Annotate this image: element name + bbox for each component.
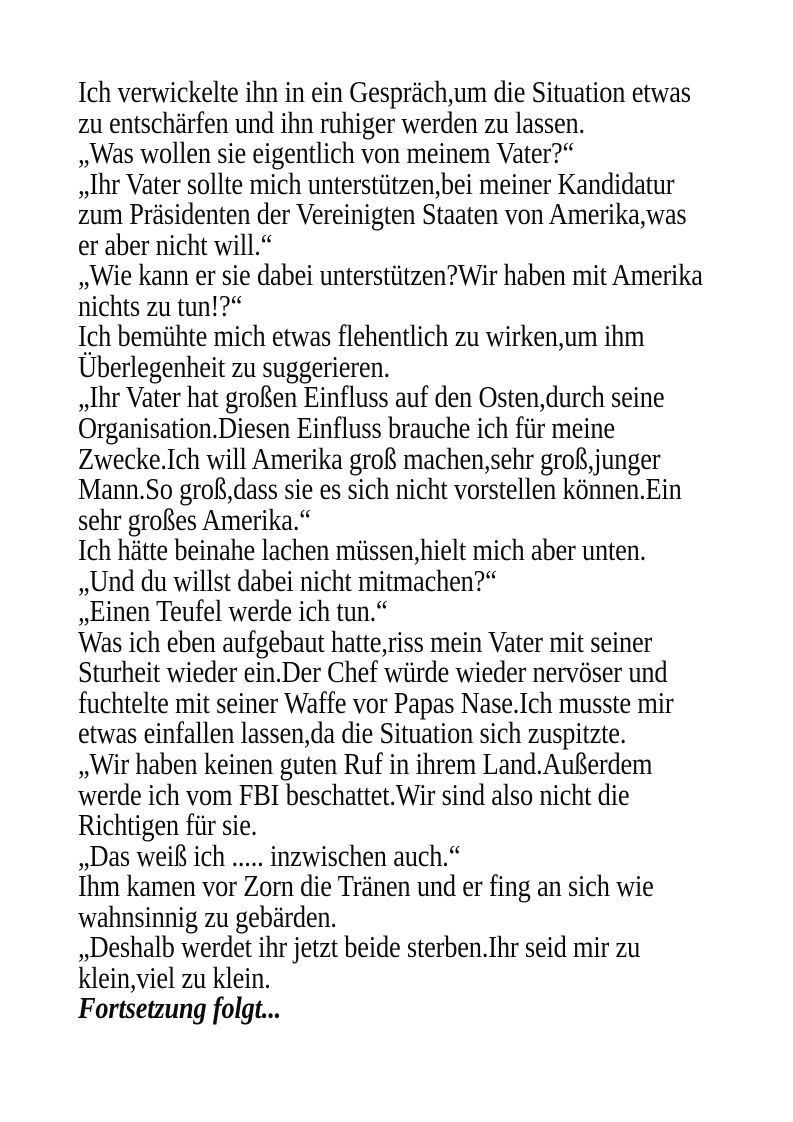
text-line: „Ihr Vater hat großen Einfluss auf den Osten,durch seine: [78, 379, 665, 415]
text-line: er aber nicht will.“: [78, 226, 273, 262]
text-line: sehr großes Amerika.“: [78, 501, 311, 537]
text-line: „Wir haben keinen guten Ruf in ihrem Land.Außerdem: [78, 746, 653, 782]
text-line: Ich hätte beinahe lachen müssen,hielt mich aber unten.: [78, 532, 647, 568]
text-line: Sturheit wieder ein.Der Chef würde wieder nervöser und: [78, 654, 668, 690]
text-line: „Wie kann er sie dabei unterstützen?Wir haben mit Amerika: [78, 257, 703, 293]
text-line: zum Präsidenten der Vereinigten Staaten von Amerika,was: [78, 196, 687, 232]
text-line: „Was wollen sie eigentlich von meinem Vater?“: [78, 135, 575, 171]
text-line: werde ich vom FBI beschattet.Wir sind also nicht die: [78, 776, 630, 812]
text-line: Was ich eben aufgebaut hatte,riss mein Vater mit seiner: [78, 623, 653, 659]
text-line: Mann.So groß,dass sie es sich nicht vorstellen können.Ein: [78, 471, 682, 507]
text-line: wahnsinnig zu gebärden.: [78, 898, 337, 934]
text-line: Organisation.Diesen Einfluss brauche ich für meine: [78, 410, 615, 446]
text-line: klein,viel zu klein.: [78, 959, 271, 995]
text-line: Zwecke.Ich will Amerika groß machen,sehr groß,junger: [78, 440, 661, 476]
text-line: Richtigen für sie.: [78, 807, 258, 843]
text-line: „Ihr Vater sollte mich unterstützen,bei meiner Kandidatur: [78, 165, 675, 201]
document-page: [78, 74, 788, 1026]
text-line: „Das weiß ich ..... inzwischen auch.“: [78, 837, 461, 873]
text-line: Fortsetzung folgt...: [78, 990, 282, 1026]
text-line: zu entschärfen und ihn ruhiger werden zu lassen.: [78, 104, 585, 140]
text-line: fuchtelte mit seiner Waffe vor Papas Nase.Ich musste mir: [78, 684, 674, 720]
text-line: Überlegenheit zu suggerieren.: [78, 348, 390, 384]
text-line: „Einen Teufel werde ich tun.“: [78, 593, 388, 629]
text-line: „Deshalb werdet ihr jetzt beide sterben.Ihr seid mir zu: [78, 929, 641, 965]
text-line: „Und du willst dabei nicht mitmachen?“: [78, 562, 497, 598]
text-line: Ihm kamen vor Zorn die Tränen und er fing an sich wie: [78, 868, 654, 904]
text-line: nichts zu tun!?“: [78, 287, 243, 323]
text-line: Ich bemühte mich etwas flehentlich zu wirken,um ihm: [78, 318, 645, 354]
text-line: etwas einfallen lassen,da die Situation sich zuspitzte.: [78, 715, 627, 751]
text-line: Ich verwickelte ihn in ein Gespräch,um die Situation etwas: [78, 74, 691, 109]
